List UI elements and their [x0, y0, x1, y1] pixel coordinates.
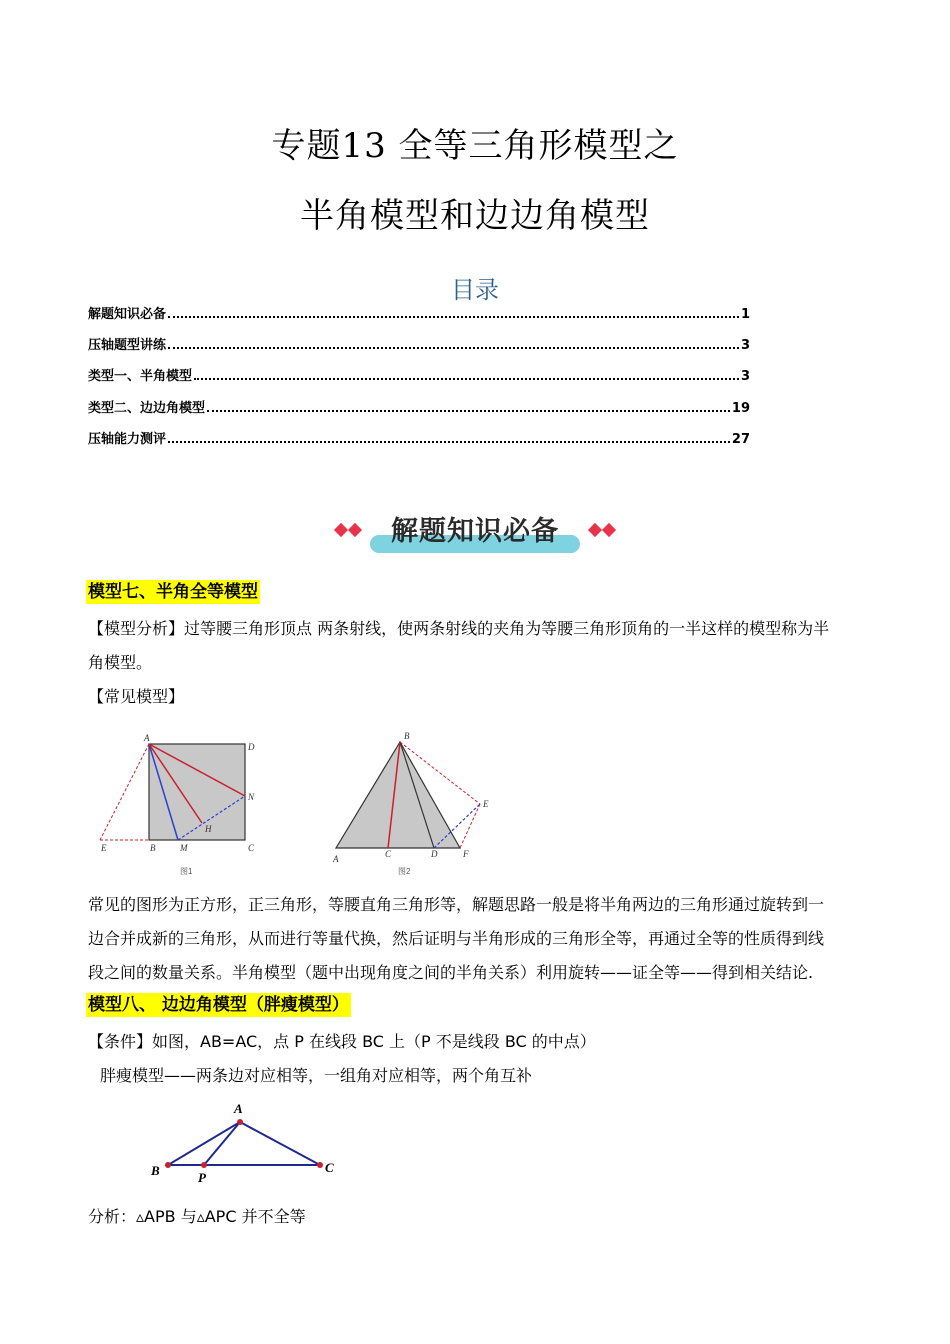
common-figure-description	[88, 888, 863, 990]
toc-entry-label: 解题知识必备	[88, 307, 167, 322]
toc-entry-page: 1	[740, 307, 750, 322]
label-a: A	[333, 854, 339, 864]
label-h: H	[205, 824, 212, 834]
point-c	[317, 1162, 323, 1168]
point-a	[237, 1119, 243, 1125]
model-analysis-text	[88, 612, 863, 714]
label-c: C	[248, 843, 255, 853]
analysis-line: 角模型。	[88, 653, 153, 672]
toc-dot-leader	[168, 347, 739, 349]
label-a: A	[144, 733, 150, 743]
toc-heading: 目录	[451, 276, 499, 304]
toc-dot-leader	[194, 378, 739, 380]
description-line: 常见的图形为正方形，正三角形，等腰直角三角形等，解题思路一般是将半角两边的三角形通过旋转到一	[88, 895, 825, 914]
toc-entry-label: 类型一、半角模型	[88, 369, 193, 384]
title-line-2: 半角模型和边边角模型	[300, 196, 650, 236]
toc-entry-page: 19	[731, 401, 750, 416]
title-line-1: 专题13 全等三角形模型之	[271, 126, 679, 166]
toc-entry[interactable]	[88, 362, 750, 384]
toc-entry-label: 压轴能力测评	[88, 432, 167, 447]
toc-entry[interactable]	[88, 394, 750, 416]
description-line: 段之间的数量关系。半角模型（题中出现角度之间的半角关系）利用旋转——证全等——得到相关结论.	[88, 963, 814, 982]
label-e: E	[101, 843, 107, 853]
toc-dot-leader	[168, 441, 730, 443]
figure-2-caption: 图2	[398, 867, 411, 876]
label-a: A	[234, 1101, 243, 1116]
label-p: P	[198, 1170, 206, 1185]
label-n: N	[248, 792, 255, 802]
label-c: C	[325, 1160, 334, 1175]
figure-3-ssa	[140, 1098, 350, 1188]
label-e: E	[483, 799, 489, 809]
label-f: F	[463, 849, 469, 859]
label-c: C	[385, 849, 392, 859]
common-models-label: 【常见模型】	[88, 687, 185, 706]
toc-dot-leader	[207, 410, 730, 412]
dashed-ae	[100, 744, 149, 840]
label-m: M	[180, 843, 188, 853]
point-b	[165, 1162, 171, 1168]
description-line: 边合并成新的三角形，从而进行等量代换，然后证明与半角形成的三角形全等，再通过全等的性质得到线	[88, 929, 825, 948]
toc-entry[interactable]	[88, 425, 750, 447]
toc-entry-page: 3	[740, 369, 750, 384]
figure-1-caption: 图1	[180, 867, 193, 876]
toc-entry-page: 3	[740, 338, 750, 353]
banner-title: 解题知识必备	[391, 516, 559, 547]
label-d: D	[248, 742, 255, 752]
model-note-text: 胖瘦模型——两条边对应相等，一组角对应相等，两个角互补	[100, 1066, 533, 1085]
toc-entry-label: 压轴题型讲练	[88, 338, 167, 353]
label-d: D	[431, 849, 438, 859]
section-banner	[330, 505, 620, 555]
toc-entry[interactable]	[88, 331, 750, 353]
label-b: B	[150, 843, 156, 853]
figure-1-square	[88, 728, 288, 878]
section-heading-ssa: 模型八、 边边角模型（胖瘦模型）	[88, 995, 349, 1015]
toc-entry[interactable]	[88, 300, 750, 322]
toc-dot-leader	[168, 316, 739, 318]
ssa-analysis-text: 分析：▵APB 与▵APC 并不全等	[88, 1207, 306, 1226]
toc-entry-label: 类型二、边边角模型	[88, 401, 206, 416]
triangle-abc	[168, 1122, 320, 1165]
figure-2-triangle	[328, 726, 508, 876]
segment-ap	[204, 1122, 240, 1165]
point-p	[201, 1162, 207, 1168]
analysis-line: 【模型分析】过等腰三角形顶点 两条射线，使两条射线的夹角为等腰三角形顶角的一半这样的模型称为半	[88, 619, 830, 638]
label-b: B	[404, 731, 410, 741]
condition-text: 【条件】如图，AB=AC，点 P 在线段 BC 上（P 不是线段 BC 的中点）	[88, 1032, 596, 1051]
section-heading-half-angle: 模型七、半角全等模型	[88, 582, 258, 602]
toc-entry-page: 27	[731, 432, 750, 447]
dashed-ef	[460, 804, 480, 848]
label-b: B	[151, 1163, 160, 1178]
